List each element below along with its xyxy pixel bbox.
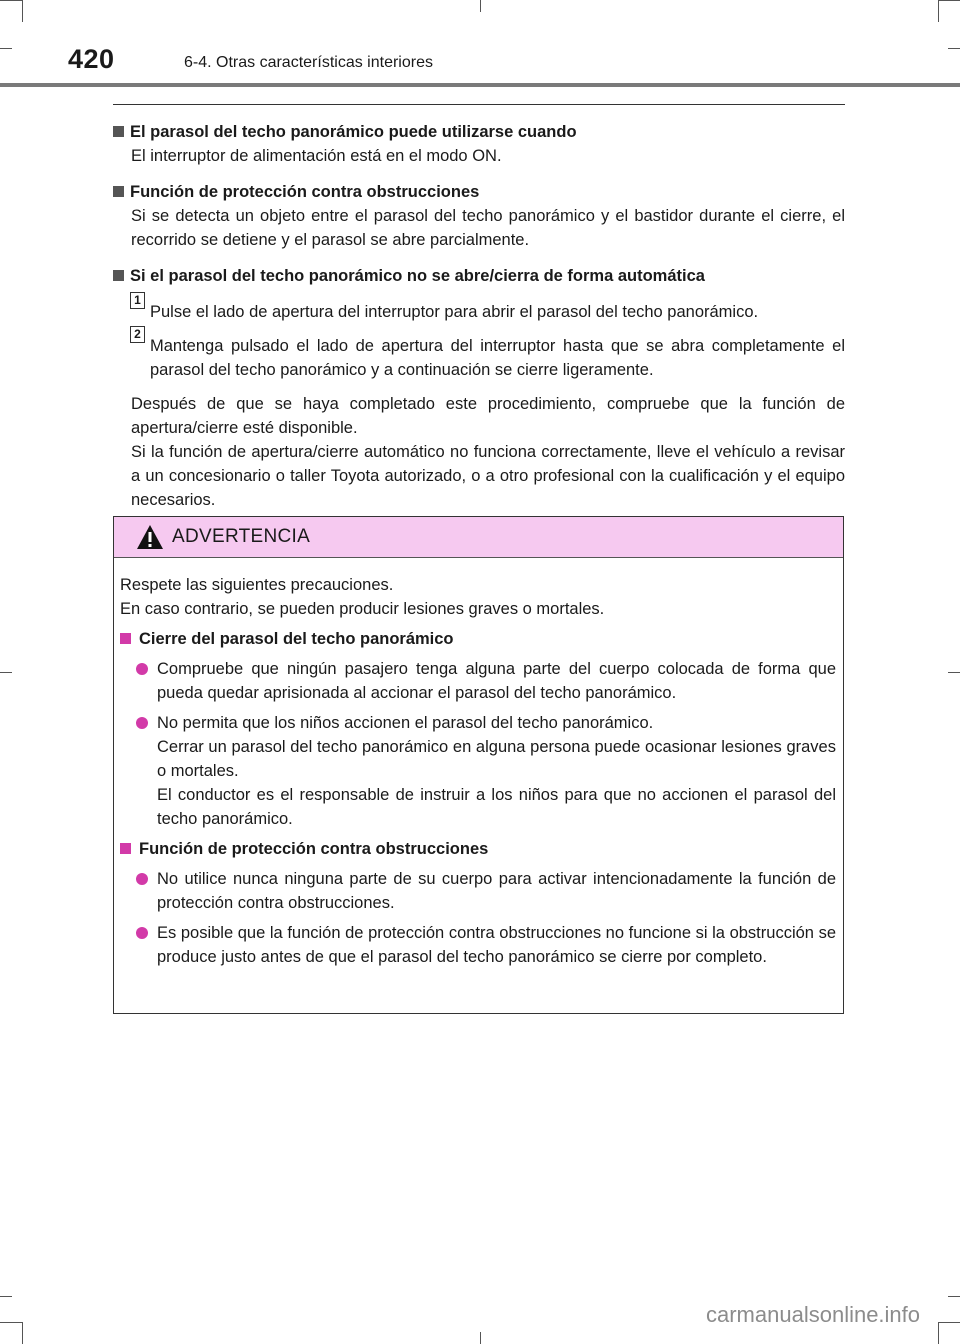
paragraph: Si se detecta un objeto entre el parasol del techo panorámico y el bastidor durante el cierre, el recorrido se detiene y el parasol se abre parcialmente. (131, 207, 845, 249)
warning-triangle-icon (136, 524, 164, 550)
warning-title: ADVERTENCIA (172, 526, 311, 547)
subheading (113, 264, 845, 288)
crop-mark (938, 1322, 960, 1323)
crop-mark (0, 1322, 22, 1323)
paragraph: El interruptor de alimentación está en el modo ON. (131, 147, 502, 165)
header-rule (0, 83, 960, 87)
bullet-text: Cerrar un parasol del techo panorámico en alguna persona puede ocasionar lesiones graves o mortales. (157, 738, 836, 780)
square-bullet-icon (113, 270, 124, 281)
main-content (113, 116, 845, 512)
warning-subheading-text: Cierre del parasol del techo panorámico (139, 630, 454, 648)
bullet-text: El conductor es el responsable de instruir a los niños para que no accionen el parasol del techo panorámico. (157, 786, 836, 828)
square-bullet-icon (120, 843, 131, 854)
crop-mark (938, 1322, 939, 1344)
page-number: 420 (68, 44, 115, 74)
bullet-text: Es posible que la función de protección contra obstrucciones no funcione si la obstrucción se produce justo antes de que el parasol del techo panorámico se cierre por completo. (157, 924, 836, 966)
watermark: carmanualsonline.info (706, 1302, 921, 1327)
subheading-text: Si el parasol del techo panorámico no se abre/cierra de forma automática (130, 267, 705, 285)
warning-intro: Respete las siguientes precauciones. (120, 576, 394, 594)
page-header (0, 0, 960, 90)
square-bullet-icon (113, 126, 124, 137)
warning-subheading (120, 627, 836, 651)
crop-mark (0, 672, 12, 673)
warning-subheading (120, 837, 836, 861)
circle-bullet-icon (136, 717, 148, 729)
square-bullet-icon (113, 186, 124, 197)
step-text: Mantenga pulsado el lado de apertura del interruptor hasta que se abra completamente el parasol del techo panorámico y a continuación se cierre ligeramente. (150, 337, 845, 379)
step-item (113, 293, 845, 324)
divider (113, 104, 845, 105)
warning-header (114, 517, 843, 558)
circle-bullet-icon (136, 663, 148, 675)
warning-bullet (120, 711, 836, 831)
bullet-text: No permita que los niños accionen el parasol del techo panorámico. (157, 714, 654, 732)
warning-body (120, 573, 836, 969)
crop-mark (948, 1296, 960, 1297)
warning-bullet (120, 657, 836, 705)
square-bullet-icon (120, 633, 131, 644)
circle-bullet-icon (136, 927, 148, 939)
step-item (113, 327, 845, 382)
circle-bullet-icon (136, 873, 148, 885)
subheading (113, 120, 845, 144)
bullet-text: No utilice nunca ninguna parte de su cuerpo para activar intencionadamente la función de protección contra obstrucciones. (157, 870, 836, 912)
crop-mark (480, 1332, 481, 1344)
step-text: Pulse el lado de apertura del interruptor para abrir el parasol del techo panorámico. (150, 303, 759, 321)
paragraph-line: Si la función de apertura/cierre automático no funciona correctamente, lleve el vehículo a revisar a un concesionario o taller Toyota autorizado, o a otro profesional con la cualificación y el equipo necesarios. (131, 443, 845, 509)
warning-box (113, 516, 844, 1014)
paragraph (113, 392, 845, 512)
crop-mark (948, 672, 960, 673)
warning-intro: En caso contrario, se pueden producir lesiones graves o mortales. (120, 600, 605, 618)
paragraph-line: Después de que se haya completado este procedimiento, compruebe que la función de apertura/cierre esté disponible. (131, 395, 845, 437)
subheading-text: Función de protección contra obstrucciones (130, 183, 480, 201)
step-number: 2 (130, 326, 145, 343)
section-title: 6-4. Otras características interiores (184, 54, 433, 71)
crop-mark (22, 1322, 23, 1344)
warning-subheading-text: Función de protección contra obstrucciones (139, 840, 489, 858)
subheading (113, 180, 845, 204)
subheading-text: El parasol del techo panorámico puede utilizarse cuando (130, 123, 577, 141)
warning-bullet (120, 921, 836, 969)
warning-bullet (120, 867, 836, 915)
crop-mark (0, 1296, 12, 1297)
bullet-text: Compruebe que ningún pasajero tenga alguna parte del cuerpo colocada de forma que pueda quedar aprisionada al accionar el parasol del techo panorámico. (157, 660, 836, 702)
step-number: 1 (130, 292, 145, 309)
